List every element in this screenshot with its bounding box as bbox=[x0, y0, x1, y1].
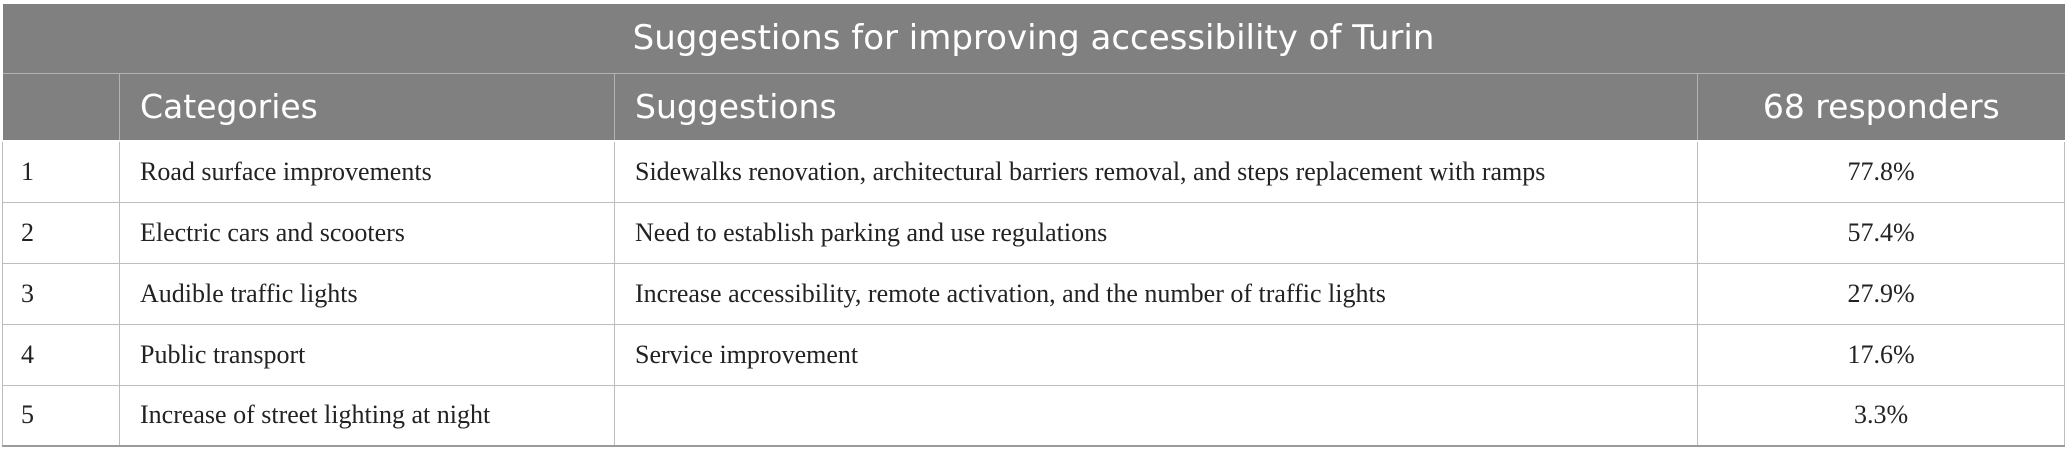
row-number: 1 bbox=[3, 141, 120, 202]
row-category: Electric cars and scooters bbox=[120, 202, 615, 263]
table-row bbox=[3, 324, 2065, 385]
row-number: 2 bbox=[3, 202, 120, 263]
row-number: 4 bbox=[3, 324, 120, 385]
header-responders: 68 responders bbox=[1698, 73, 2065, 141]
row-category: Audible traffic lights bbox=[120, 263, 615, 324]
suggestions-table bbox=[2, 4, 2065, 447]
row-percent: 27.9% bbox=[1698, 263, 2065, 324]
row-suggestion: Sidewalks renovation, architectural barriers removal, and steps replacement with ramps bbox=[615, 141, 1698, 202]
header-suggestions: Suggestions bbox=[615, 73, 1698, 141]
row-category: Increase of street lighting at night bbox=[120, 385, 615, 446]
row-category: Road surface improvements bbox=[120, 141, 615, 202]
table-row bbox=[3, 385, 2065, 446]
row-suggestion bbox=[615, 385, 1698, 446]
table-container bbox=[2, 4, 2064, 447]
row-suggestion: Increase accessibility, remote activation, and the number of traffic lights bbox=[615, 263, 1698, 324]
row-number: 5 bbox=[3, 385, 120, 446]
row-suggestion: Need to establish parking and use regulations bbox=[615, 202, 1698, 263]
table-row bbox=[3, 141, 2065, 202]
header-row bbox=[3, 73, 2065, 141]
row-number: 3 bbox=[3, 263, 120, 324]
row-percent: 77.8% bbox=[1698, 141, 2065, 202]
row-percent: 3.3% bbox=[1698, 385, 2065, 446]
header-number bbox=[3, 73, 120, 141]
row-percent: 17.6% bbox=[1698, 324, 2065, 385]
table-title: Suggestions for improving accessibility of Turin bbox=[3, 4, 2065, 73]
row-category: Public transport bbox=[120, 324, 615, 385]
title-row bbox=[3, 4, 2065, 73]
header-categories: Categories bbox=[120, 73, 615, 141]
table-row bbox=[3, 202, 2065, 263]
row-suggestion: Service improvement bbox=[615, 324, 1698, 385]
table-row bbox=[3, 263, 2065, 324]
row-percent: 57.4% bbox=[1698, 202, 2065, 263]
